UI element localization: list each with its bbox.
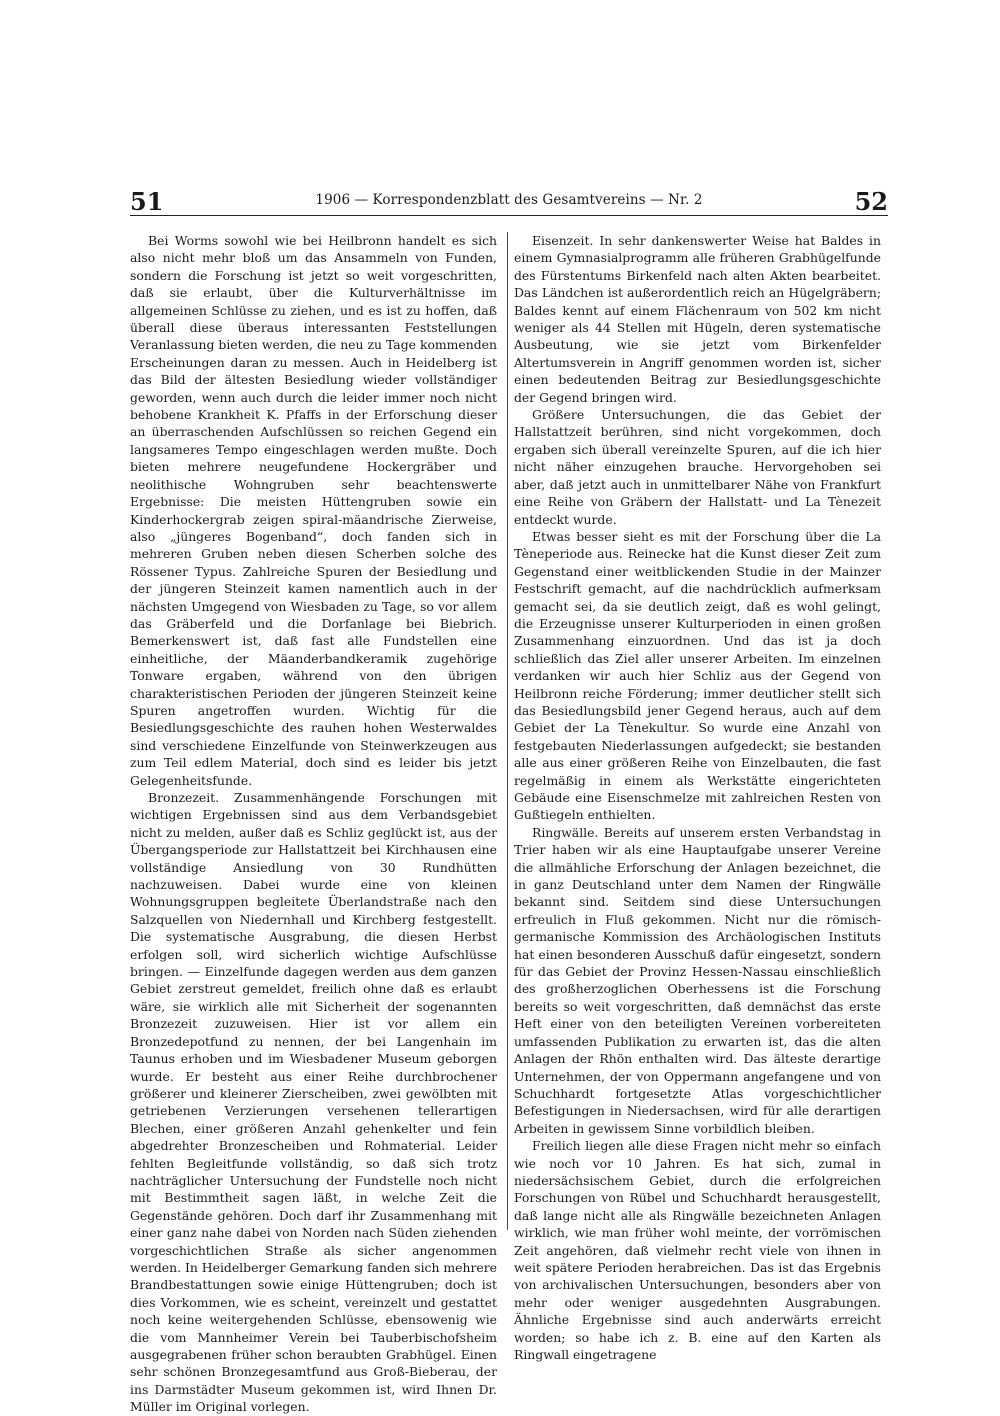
right-column	[514, 232, 881, 1363]
paragraph-la-tene: Etwas besser sieht es mit der Forschung über die La Tèneperiode aus. Reinecke hat die Kunst dieser Zeit zum Gegenstand einer weitblickenden Studie in der Mainzer Festschrift gemacht, auf die nachdrücklich aufmerksam gemacht sei, da sie deutlich zeigt, daß es wohl gelingt, die Erzeugnisse unserer Kulturperioden in einen großen Zusammenhang einzuordnen. Und das ist ja doch schließlich das Ziel aller unserer Arbeiten. Im einzelnen verdanken wir auch hier Schliz aus der Gegend von Heilbronn reiche Förderung; immer deutlicher stellt sich das Besiedlungsbild jener Gegend heraus, auch auf dem Gebiet der La Tènekultur. So wurde eine Anzahl von festgebauten Niederlassungen aufgedeckt; sie bestanden alle aus einer größeren Reihe von Einzelbauten, die fast regelmäßig in einem als Werkstätte eingerichteten Gebäude eine Eisenschmelze mit zahlreichen Resten von Gußtiegeln enthielten.	[514, 528, 881, 823]
paragraph-eisenzeit: Eisenzeit. In sehr dankenswerter Weise hat Baldes in einem Gymnasialprogramm alle früheren Grabhügelfunde des Fürstentums Birkenfeld nach alten Akten bearbeitet. Das Ländchen ist außerordentlich reich an Hügelgräbern; Baldes kennt auf einem Flächenraum von 502 km nicht weniger als 44 Stellen mit Hügeln, deren systematische Ausbeutung, wie sie jetzt vom Birkenfelder Altertumsverein in Angriff genommen worden ist, sicher einen bedeutenden Beitrag zur Besiedlungsgeschichte der Gegend bringen wird.	[514, 233, 881, 405]
column-divider	[507, 232, 508, 1230]
paragraph-bronzezeit: Bronzezeit. Zusammenhängende Forschungen mit wichtigen Ergebnissen sind aus dem Verbandsgebiet nicht zu melden, außer daß es Schliz geglückt ist, aus der Übergangsperiode zur Hallstattzeit bei Kirchhausen eine vollständige Ansiedlung von 30 Rundhütten nachzuweisen. Dabei wurde eine von kleinen Wohnungsgruppen begleitete Überlandstraße nach den Salzquellen von Niedernhall und Kirchberg festgestellt. Die systematische Ausgrabung, die diesen Herbst erfolgen soll, wird sicherlich wichtige Aufschlüsse bringen. — Einzelfunde dagegen werden aus dem ganzen Gebiet zerstreut gemeldet, freilich ohne daß es erlaubt wäre, sie wirklich alle mit Sicherheit der sogenannten Bronzezeit zuzuweisen. Hier ist vor allem ein Bronzedepotfund zu nennen, der bei Langenhain im Taunus erhoben und im Wiesbadener Museum geborgen wurde. Er besteht aus einer Reihe durchbrochener größerer und kleinerer Zierscheiben, zwei gewölbten mit getriebenen Verzierungen versehenen tellerartigen Blechen, einer größeren Anzahl gehenkelter und fein abgedrehter Bronzescheiben und Rohmaterial. Leider fehlten Begleitfunde vollständig, so daß sich trotz nachträglicher Untersuchung der Fundstelle noch nicht mit Bestimmtheit sagen läßt, in welche Zeit die Gegenstände gehören. Doch darf ihr Zusammenhang mit einer ganz nahe dabei von Norden nach Süden ziehenden vorgeschichtlichen Straße als sicher angenommen werden. In Heidelberger Gemarkung fanden sich mehrere Brandbestattungen sowie einige Hüttengruben; doch ist dies Vorkommen, wie es scheint, vereinzelt und gestattet noch keine weitergehenden Schlüsse, ebensowenig wie die vom Mannheimer Verein bei Tauberbischofsheim ausgegrabenen früher schon beraubten Grabhügel. Einen sehr schönen Bronzegesamtfund aus Groß-Bieberau, der ins Darmstädter Museum gekommen ist, wird Ihnen Dr. Müller im Original vorlegen.	[130, 790, 497, 1415]
header-rule	[130, 215, 888, 216]
page-header	[130, 188, 888, 216]
running-title: 1906 — Korrespondenzblatt des Gesamtvereins — Nr. 2	[315, 192, 703, 208]
left-column	[130, 232, 497, 1416]
page-number-left: 51	[130, 187, 164, 216]
page-number-right: 52	[854, 187, 888, 216]
paragraph-ringwaelle: Ringwälle. Bereits auf unserem ersten Verbandstag in Trier haben wir als eine Hauptaufgabe unserer Vereine die allmähliche Erforschung der Anlagen bezeichnet, die in ganz Deutschland unter dem Namen der Ringwälle bekannt sind. Seitdem sind diese Untersuchungen erfreulich in Fluß gekommen. Nicht nur die römisch-germanische Kommission des Archäologischen Instituts hat einen besonderen Ausschuß dafür eingesetzt, sondern für das Gebiet der Provinz Hessen-Nassau einschließlich des großherzoglichen Oberhessens ist die Forschung bereits so weit vorgeschritten, daß demnächst das erste Heft einer von den beteiligten Vereinen vorbereiteten umfassenden Publikation zu erwarten ist, das die alten Anlagen der Rhön enthalten wird. Das älteste derartige Unternehmen, der von Oppermann angefangene und von Schuchhardt fortgesetzte Atlas vorgeschichtlicher Befestigungen in Niedersachsen, wird für alle derartigen Arbeiten in gewissem Sinne vorbildlich bleiben.	[514, 824, 881, 1136]
paragraph-freilich: Freilich liegen alle diese Fragen nicht mehr so einfach wie noch vor 10 Jahren. Es hat sich, zumal in niedersächsischem Gebiet, durch die erfolgreichen Forschungen von Rübel und Schuchhardt herausgestellt, daß lange nicht alle als Ringwälle bezeichneten Anlagen wirklich, wie man früher wohl meinte, der vorrömischen Zeit angehören, daß vielmehr recht viele von ihnen in weit spätere Perioden herabreichen. Das ist das Ergebnis von archivalischen Untersuchungen, besonders aber von mehr oder weniger ausgedehnten Ausgrabungen. Ähnliche Ergebnisse sind auch anderwärts erreicht worden; so habe ich z. B. eine auf den Karten als Ringwall eingetragene	[514, 1138, 881, 1362]
paragraph-hallstattzeit: Größere Untersuchungen, die das Gebiet der Hallstattzeit berühren, sind nicht vorgekommen, doch ergaben sich überall vereinzelte Spuren, auf die ich hier nicht näher einzugehen brauche. Hervorgehoben sei aber, daß jetzt auch in unmittelbarer Nähe von Frankfurt eine Reihe von Gräbern der Hallstatt- und La Tènezeit entdeckt wurde.	[514, 407, 881, 527]
paragraph-worms-heilbronn: Bei Worms sowohl wie bei Heilbronn handelt es sich also nicht mehr bloß um das Ansammeln von Funden, sondern die Forschung ist jetzt so weit vorgeschritten, daß sie erlaubt, über die Kulturverhältnisse im allgemeinen Schlüsse zu ziehen, und es ist zu hoffen, daß überall diese überaus interessanten Feststellungen Veranlassung bieten werden, die neu zu Tage kommenden Erscheinungen daran zu messen. Auch in Heidelberg ist das Bild der ältesten Besiedlung wieder vollständiger geworden, wenn auch durch die leider immer noch nicht behobene Krankheit K. Pfaffs in der Erforschung dieser an überraschenden Aufschlüssen so reichen Gegend ein langsameres Tempo eingeschlagen werden mußte. Doch bieten mehrere neugefundene Hockergräber und neolithische Wohngruben sehr beachtenswerte Ergebnisse: Die meisten Hüttengruben sowie ein Kinderhockergrab zeigen spiral-mäandrische Zierweise, also „jüngeres Bogenband“, doch fanden sich in mehreren Gruben neben diesen Scherben solche des Rössener Typus. Zahlreiche Spuren der Besiedlung und der jüngeren Steinzeit kamen namentlich auch in der nächsten Umgegend von Wiesbaden zu Tage, so vor allem das Gräberfeld und die Dorfanlage bei Biebrich. Bemerkenswert ist, daß fast alle Fundstellen eine einheitliche, der Mäanderbandkeramik zugehörige Tonware ergaben, während von den übrigen charakteristischen Perioden der jüngeren Steinzeit keine Spuren angetroffen wurden. Wichtig für die Besiedlungsgeschichte des rauhen hohen Westerwaldes sind verschiedene Einzelfunde von Steinwerkzeugen aus zum Teil edlem Material, doch sind es leider bis jetzt Gelegenheitsfunde.	[130, 233, 497, 788]
